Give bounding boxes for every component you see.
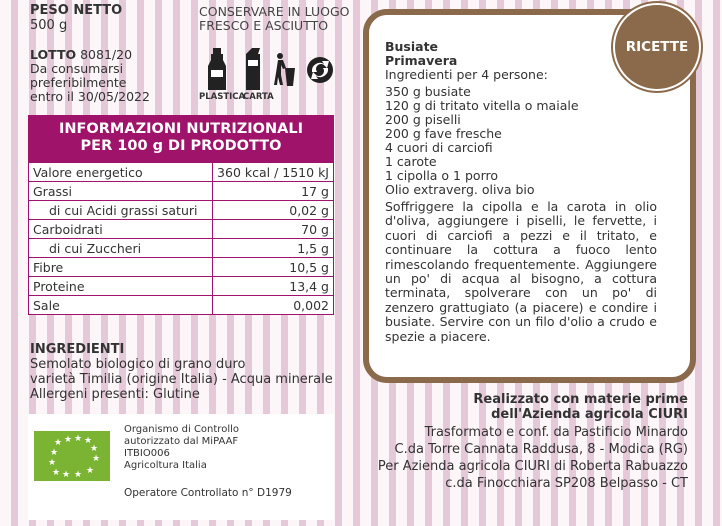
recipe-ingredient: 200 g fave fresche (385, 126, 502, 141)
plastic-label: PLASTICA (199, 92, 246, 102)
nutrient-value: 0,02 g (213, 201, 334, 220)
nutrition-header (28, 115, 334, 162)
control-line: ITBIO006 (124, 448, 170, 459)
nutrient-label: di cui Acidi grassi saturi (29, 201, 213, 220)
producer-line: Trasformato e conf. da Pastificio Minardo (424, 425, 688, 440)
producer-line: C.da Torre Cannata Raddusa, 8 - Modica (RG) (394, 442, 688, 457)
paper-carton-icon (246, 48, 260, 90)
nutrient-label: Grassi (29, 182, 213, 201)
nutrient-label: Fibre (29, 258, 213, 277)
table-row (29, 296, 334, 315)
net-weight-value: 500 g (30, 18, 68, 33)
expiry-line: Da consumarsi (30, 61, 124, 76)
table-row (29, 163, 334, 182)
lot-code: 8081/20 (80, 47, 133, 62)
expiry-line: entro il 30/05/2022 (30, 89, 150, 104)
recipe-badge: RICETTE (613, 3, 701, 91)
lot-label: LOTTO (30, 47, 77, 62)
table-row (29, 239, 334, 258)
net-weight-label: PESO NETTO (30, 3, 123, 18)
nutrition-table (28, 115, 334, 315)
ingredients-line: Semolato biologico di grano duro (30, 357, 246, 372)
net-weight (30, 3, 122, 33)
ingredients-line: Allergeni presenti: Glutine (30, 387, 200, 402)
nutrient-label: Sale (29, 296, 213, 315)
nutrient-label: di cui Zuccheri (29, 239, 213, 258)
nutrient-label: Valore energetico (29, 163, 213, 182)
recipe-method: Soffriggere la cipolla e la carota in olio d'oliva, aggiungere i piselli, le fervette, i cuori di carciofi a pezzi e il tritato, e continuare la cottura a fuoco lento rimescolando frequentemente. Aggiungere un po' di acqua al bisogno, a cottura terminata, spolverare con un po' di zenzero grattugiato (a piacere) e condire i busiate. Servire con un filo d'olio a crudo e spezie a piacere. (385, 199, 657, 344)
nutrient-label: Carboidrati (29, 220, 213, 239)
plastic-bottle-icon (208, 48, 226, 90)
producer-line: c.da Finocchiara SP208 Belpasso - CT (445, 476, 688, 491)
table-row (29, 182, 334, 201)
storage-line: FRESCO E ASCIUTTO (199, 18, 329, 33)
ingredients-line: varietà Timilia (origine Italia) - Acqua minerale (30, 372, 333, 387)
expiry-line: preferibilmente (30, 75, 127, 90)
operator-code: Operatore Controllato n° D1979 (124, 487, 292, 499)
recipe-ingredient: 1 cipolla o 1 porro (385, 168, 498, 183)
recipe-servings: Ingredienti per 4 persone: (385, 67, 548, 82)
recipe-title: Primavera (385, 53, 458, 68)
recipe-ingredient: 120 g di tritato vitella o maiale (385, 98, 579, 113)
ingredients-section (30, 342, 360, 402)
storage-line: CONSERVARE IN LUOGO (199, 4, 350, 19)
control-line: Organismo di Controllo (124, 424, 239, 435)
recipe-ingredient: Olio extraverg. oliva bio (385, 182, 535, 197)
producer-info (378, 392, 688, 492)
control-line: Agricoltura Italia (124, 460, 207, 471)
table-row (29, 277, 334, 296)
ingredients-title: INGREDIENTI (30, 342, 125, 357)
recycling-symbols-icon (199, 48, 334, 92)
organic-certification (28, 414, 334, 520)
nutrition-title: INFORMAZIONI NUTRIZIONALI (59, 121, 303, 137)
recycling-icons (199, 48, 334, 104)
eu-organic-leaf-icon: ★ ★ ★ ★ ★ ★ ★ ★ ★ ★ ★ ★ (34, 431, 110, 481)
table-row (29, 201, 334, 220)
nutrient-value: 13,4 g (213, 277, 334, 296)
recipe-ingredient: 350 g busiate (385, 84, 471, 99)
storage-instructions (199, 5, 349, 33)
producer-line: Per Azienda agricola CIURI di Roberta Rabuazzo (377, 459, 688, 474)
nutrient-value: 10,5 g (213, 258, 334, 277)
recycle-circle-icon (307, 57, 333, 83)
recipe-ingredient: 1 carote (385, 154, 437, 169)
recipe-title: Busiate (385, 39, 439, 54)
nutrition-subtitle: PER 100 g DI PRODOTTO (80, 138, 282, 154)
producer-bold-line: Realizzato con materie prime (473, 392, 688, 407)
control-body (124, 424, 239, 472)
producer-bold-line: dell'Azienda agricola CIURI (491, 407, 688, 422)
nutrient-value: 17 g (213, 182, 334, 201)
paper-label: CARTA (243, 92, 274, 102)
nutrient-value: 360 kcal / 1510 kJ (213, 163, 334, 182)
recipe-ingredient: 4 cuori di carciofi (385, 140, 493, 155)
table-row (29, 258, 334, 277)
nutrient-value: 1,5 g (213, 239, 334, 258)
nutrient-value: 70 g (213, 220, 334, 239)
table-row (29, 220, 334, 239)
nutrient-label: Proteine (29, 277, 213, 296)
recipe-content (385, 40, 657, 344)
lot-info (30, 48, 150, 104)
control-line: autorizzato dal MiPAAF (124, 436, 239, 447)
nutrient-value: 0,002 (213, 296, 334, 315)
tidy-man-icon (274, 53, 295, 86)
recipe-ingredient: 200 g piselli (385, 112, 461, 127)
